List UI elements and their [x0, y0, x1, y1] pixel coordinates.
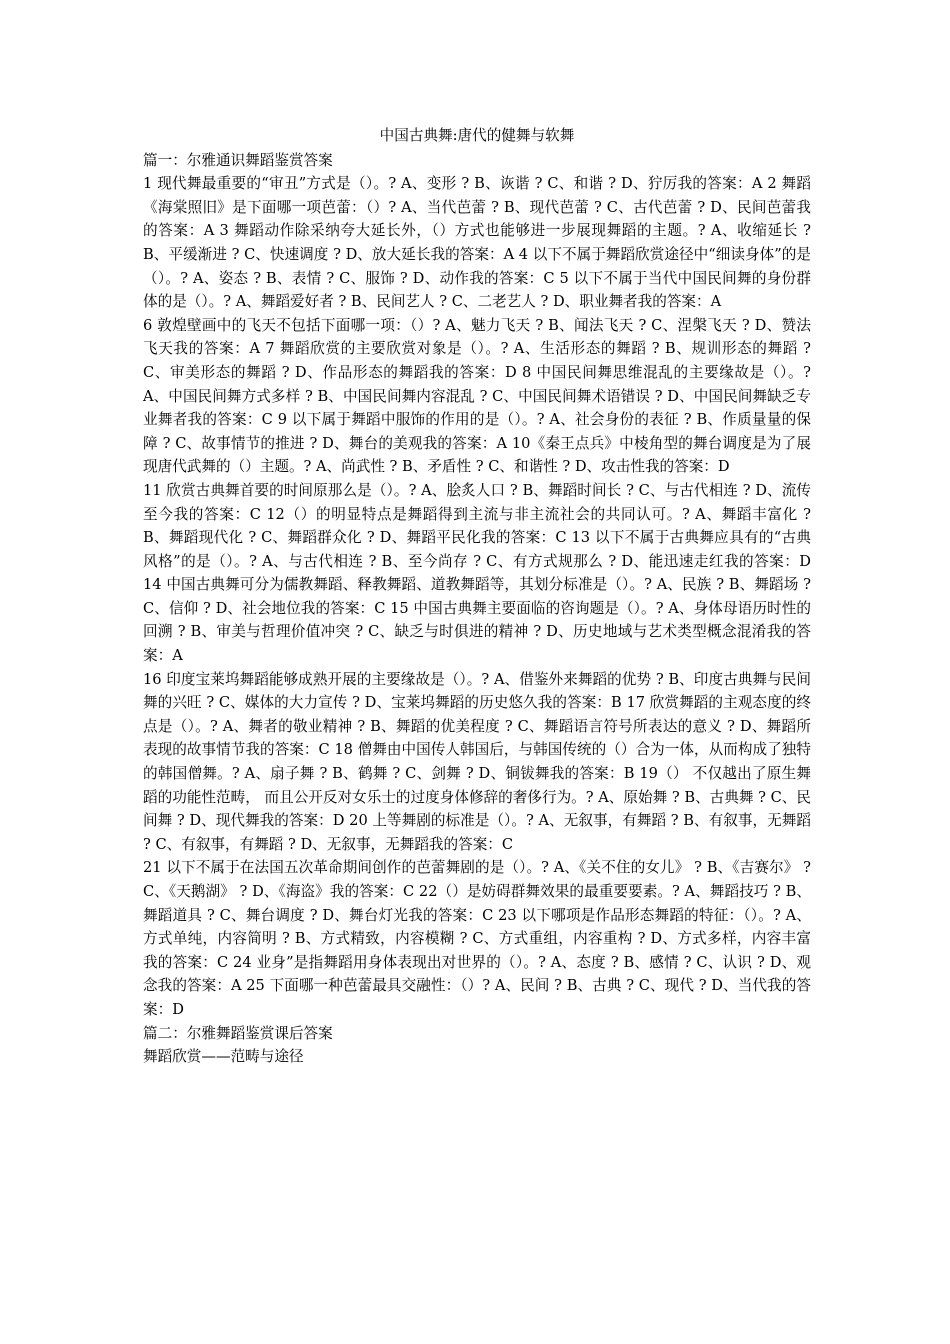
section-subheading-2: 舞蹈欣赏——范畴与途径 — [143, 1048, 304, 1066]
answer-paragraph-1: 1 现代舞最重要的“审丑”方式是（）。? A、变形 ? B、诙谐 ? C、和谐 ? D、狞厉我的答案：A 2 舞蹈《海棠照旧》是下面哪一项芭蕾：（）? A、当代芭蕾 ? B、现代芭蕾 ? C、古代芭蕾 ? D、民间芭蕾我的答案：A 3 舞蹈动作除采纳夸大延长外，（）方式也能够进一步展现舞蹈的主题。? A、收缩延长 ? B、平缓渐进 ? C、快速调度 ? D、放大延长我的答案：A 4 以下不属于舞蹈欣赏途径中“细读身体”的是（）。? A、姿态 ? B、表情 ? C、服饰 ? D、动作我的答案：C 5 以下不属于当代中国民间舞的身份群体的是（）。? A、舞蹈爱好者 ? B、民间艺人 ? C、二老艺人 ? D、职业舞者我的答案：A — [143, 175, 811, 311]
section-heading-1: 篇一：尔雅通识舞蹈鉴赏答案 — [143, 151, 333, 169]
document-body — [143, 124, 811, 1069]
answer-paragraph-4: 16 印度宝莱坞舞蹈能够成熟开展的主要缘故是（）。? A、借鉴外来舞蹈的优势 ? B、印度古典舞与民间舞的兴旺 ? C、媒体的大力宣传 ? D、宝莱坞舞蹈的历史悠久我的答案：B 17 欣赏舞蹈的主观态度的终点是（）。? A、舞者的敬业精神 ? B、舞蹈的优美程度 ? C、舞蹈语言符号所表达的意义 ? D、舞蹈所表现的故事情节我的答案：C 18 僧舞由中国传人韩国后，与韩国传统的（）合为一体，从而构成了独特的韩国僧舞。? A、扇子舞 ? B、鹤舞 ? C、剑舞 ? D、铜钹舞我的答案：B 19（） 不仅越出了原生舞蹈的功能性范畴， 而且公开反对女乐士的过度身体修辞的奢侈行为。? A、原始舞 ? B、古典舞 ? C、民间舞 ? D、现代舞我的答案：D 20 上等舞剧的标准是（）。? A、无叙事，有舞蹈 ? B、有叙事，无舞蹈 ? C、有叙事，有舞蹈 ? D、无叙事，无舞蹈我的答案：C — [143, 670, 811, 853]
answer-paragraph-3: 11 欣赏古典舞首要的时间原那么是（）。? A、脍炙人口 ? B、舞蹈时间长 ? C、与古代相连 ? D、流传至今我的答案：C 12（）的明显特点是舞蹈得到主流与非主流社会的共同认可。? A、舞蹈丰富化 ? B、舞蹈现代化 ? C、舞蹈群众化 ? D、舞蹈平民化我的答案：C 13 以下不属于古典舞应具有的“古典风格”的是（）。? A、与古代相连 ? B、至今尚存 ? C、有方式规那么 ? D、能迅速走红我的答案：D 14 中国古典舞可分为儒教舞蹈、释教舞蹈、道教舞蹈等，其划分标准是（）。? A、民族 ? B、舞蹈场 ? C、信仰 ? D、社会地位我的答案：C 15 中国古典舞主要面临的咨询题是（）。? A、身体母语历时性的回溯 ? B、审美与哲理价值冲突 ? C、缺乏与时俱进的精神 ? D、历史地域与艺术类型概念混淆我的答案：A — [143, 481, 811, 665]
answer-paragraph-2: 6 敦煌壁画中的飞天不包括下面哪一项：（）? A、魅力飞天 ? B、闻法飞天 ? C、涅槃飞天 ? D、赞法飞天我的答案：A 7 舞蹈欣赏的主要欣赏对象是（）。? A、生活形态的舞蹈 ? B、规训形态的舞蹈 ? C、审美形态的舞蹈 ? D、作品形态的舞蹈我的答案：D 8 中国民间舞思维混乱的主要缘故是（）。? A、中国民间舞方式多样 ? B、中国民间舞内容混乱 ? C、中国民间舞术语错误 ? D、中国民间舞缺乏专业舞者我的答案：C 9 以下属于舞蹈中服饰的作用的是（）。? A、社会身份的表征 ? B、作质量量的保障 ? C、故事情节的推进 ? D、舞台的美观我的答案：A 10《秦王点兵》中棱角型的舞台调度是为了展现唐代武舞的（）主题。? A、尚武性 ? B、矛盾性 ? C、和谐性 ? D、攻击性我的答案：D — [143, 316, 811, 476]
section-heading-2: 篇二：尔雅舞蹈鉴赏课后答案 — [143, 1024, 333, 1042]
answer-paragraph-5: 21 以下不属于在法国五次革命期间创作的芭蕾舞剧的是（）。? A、《关不住的女儿》 ? B、《吉赛尔》 ? C、《天鹅湖》 ? D、《海盗》我的答案：C 22（）是妨碍群舞效果的最重要要素。? A、舞蹈技巧 ? B、舞蹈道具 ? C、舞台调度 ? D、舞台灯光我的答案：C 23 以下哪项是作品形态舞蹈的特征：（）。? A、方式单纯，内容简明 ? B、方式精致，内容模糊 ? C、方式重组，内容重构 ? D、方式多样，内容丰富我的答案：C 24 业身”是指舞蹈用身体表现出对世界的（）。? A、态度 ? B、感情 ? C、认识 ? D、观念我的答案：A 25 下面哪一种芭蕾最具交融性：（）? A、民间 ? B、古典 ? C、现代 ? D、当代我的答案：D — [143, 859, 811, 1018]
document-title: 中国古典舞:唐代的健舞与软舞 — [379, 127, 575, 144]
